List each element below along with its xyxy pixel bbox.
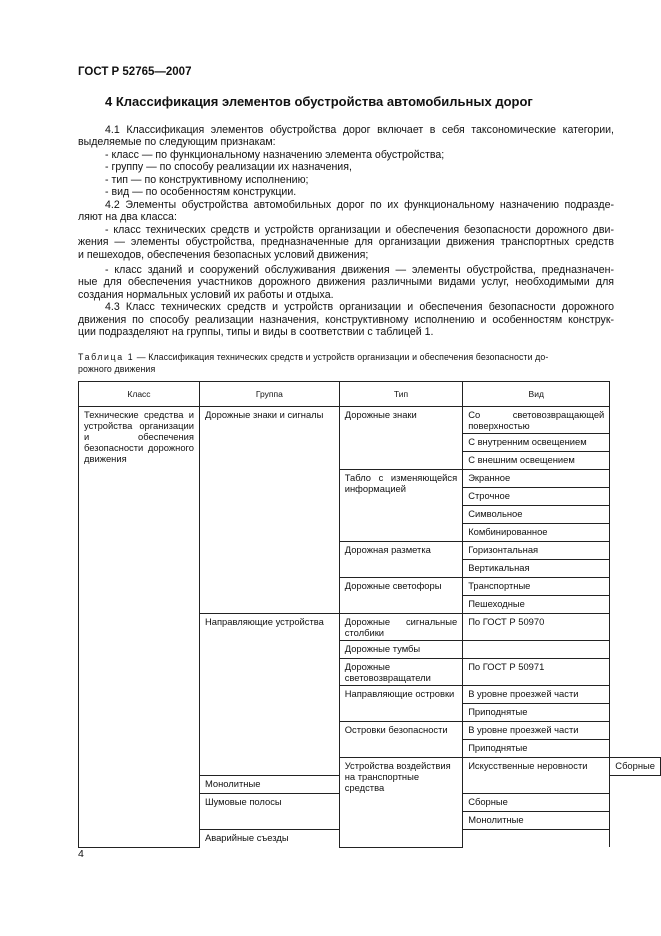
cell-kind: Монолитные <box>199 776 339 794</box>
cell-kind: С внешним освещением <box>463 452 610 470</box>
cell-group: Устройства воздействия на транспортные средства <box>339 758 462 848</box>
paragraph-line: - класс зданий и сооружений обслуживания движения — элементы обустройства, предназначен- <box>105 264 614 276</box>
cell-kind: В уровне проезжей части <box>463 722 610 740</box>
cell-type: Табло с изменяющейся информацией <box>339 470 462 542</box>
page-number: 4 <box>78 848 84 860</box>
table-header-row <box>79 382 661 407</box>
cell-type: Дорожные тумбы <box>339 641 462 659</box>
cell-kind: По ГОСТ Р 50971 <box>463 659 610 686</box>
paragraph-line: 4.1 Классификация элементов обустройства дорог включает в себя таксономические категории, <box>105 124 614 136</box>
paragraph-line: и пешеходов, обеспечения безопасных условий движения; <box>78 249 369 261</box>
header-kind: Вид <box>463 382 610 407</box>
table-caption-cont: рожного движения <box>78 364 156 374</box>
cell-kind: Пешеходные <box>463 596 610 614</box>
cell-type: Направляющие островки <box>339 686 462 722</box>
cell-kind: Монолитные <box>463 812 610 830</box>
paragraph-line: ляют на два класса: <box>78 211 177 223</box>
list-item: - группу — по способу реализации их назначения, <box>105 161 352 173</box>
cell-type: Искусственные неровности <box>463 758 610 794</box>
cell-kind: Строчное <box>463 488 610 506</box>
cell-group: Дорожные знаки и сигналы <box>199 407 339 614</box>
cell-kind: Вертикальная <box>463 560 610 578</box>
cell-type: Островки безопасности <box>339 722 462 758</box>
header-class: Класс <box>79 382 200 407</box>
table-caption-label: Таблица 1 <box>78 352 135 362</box>
table-caption-text: — Классификация технических средств и устройств организации и обеспечения безопасности до- <box>134 352 549 362</box>
paragraph-line: выделяемые по следующим признакам: <box>78 136 276 148</box>
cell-kind <box>463 830 610 848</box>
list-item: - тип — по конструктивному исполнению; <box>105 174 309 186</box>
section-title: 4 Классификация элементов обустройства автомобильных дорог <box>105 94 533 109</box>
paragraph-line: ные для обеспечения участников дорожного движения различными видами услуг, необходимыми для <box>78 276 614 288</box>
cell-kind: Приподнятые <box>463 740 610 758</box>
list-item: - вид — по особенностям конструкции. <box>105 186 297 198</box>
cell-type: Дорожные сигнальные столбики <box>339 614 462 641</box>
paragraph-line: 4.2 Элементы обустройства автомобильных дорог по их функциональному назначению подразде- <box>105 199 614 211</box>
cell-kind: Горизонтальная <box>463 542 610 560</box>
paragraph-line: жения — элементы обустройства, предназначенные для организации движения транспортных средств <box>78 236 614 248</box>
cell-group: Направляющие устройства <box>199 614 339 776</box>
cell-kind: С внутренним освещением <box>463 434 610 452</box>
paragraph-line: - класс технических средств и устройств организации и обеспечения безопасности дорожного дви- <box>105 224 614 236</box>
cell-kind: Приподнятые <box>463 704 610 722</box>
cell-type: Аварийные съезды <box>199 830 339 848</box>
cell-kind: Символьное <box>463 506 610 524</box>
cell-kind <box>463 641 610 659</box>
table-row <box>79 407 661 434</box>
cell-kind: В уровне проезжей части <box>463 686 610 704</box>
cell-type: Шумовые полосы <box>199 794 339 830</box>
cell-kind: Сборные <box>463 794 610 812</box>
paragraph-line: ции подразделяют на группы, типы и виды в соответствии с таблицей 1. <box>78 326 434 338</box>
paragraph-line: создания нормальных условий их работы и отдыха. <box>78 289 334 301</box>
paragraph-line: 4.3 Класс технических средств и устройств организации и обеспечения безопасности дорожного <box>105 301 614 313</box>
cell-class: Технические средства и устройства организации и обеспечения безопасности дорожного движения <box>79 407 200 848</box>
cell-type: Дорожные знаки <box>339 407 462 470</box>
classification-table <box>78 381 661 848</box>
document-id: ГОСТ Р 52765—2007 <box>78 66 192 78</box>
cell-kind: Экранное <box>463 470 610 488</box>
cell-kind: Со световозвращающей поверхностью <box>463 407 610 434</box>
cell-kind: По ГОСТ Р 50970 <box>463 614 610 641</box>
cell-kind: Транспортные <box>463 578 610 596</box>
list-item: - класс — по функциональному назначению элемента обустройства; <box>105 149 445 161</box>
header-group: Группа <box>199 382 339 407</box>
paragraph-line: движения по способу реализации назначения, конструктивному исполнению и особенностям конструк- <box>78 314 614 326</box>
cell-type: Дорожные световозвращатели <box>339 659 462 686</box>
cell-type: Дорожные светофоры <box>339 578 462 614</box>
cell-kind: Комбинированное <box>463 524 610 542</box>
cell-type: Дорожная разметка <box>339 542 462 578</box>
header-type: Тип <box>339 382 462 407</box>
table-caption <box>78 352 548 362</box>
cell-kind: Сборные <box>610 758 661 776</box>
